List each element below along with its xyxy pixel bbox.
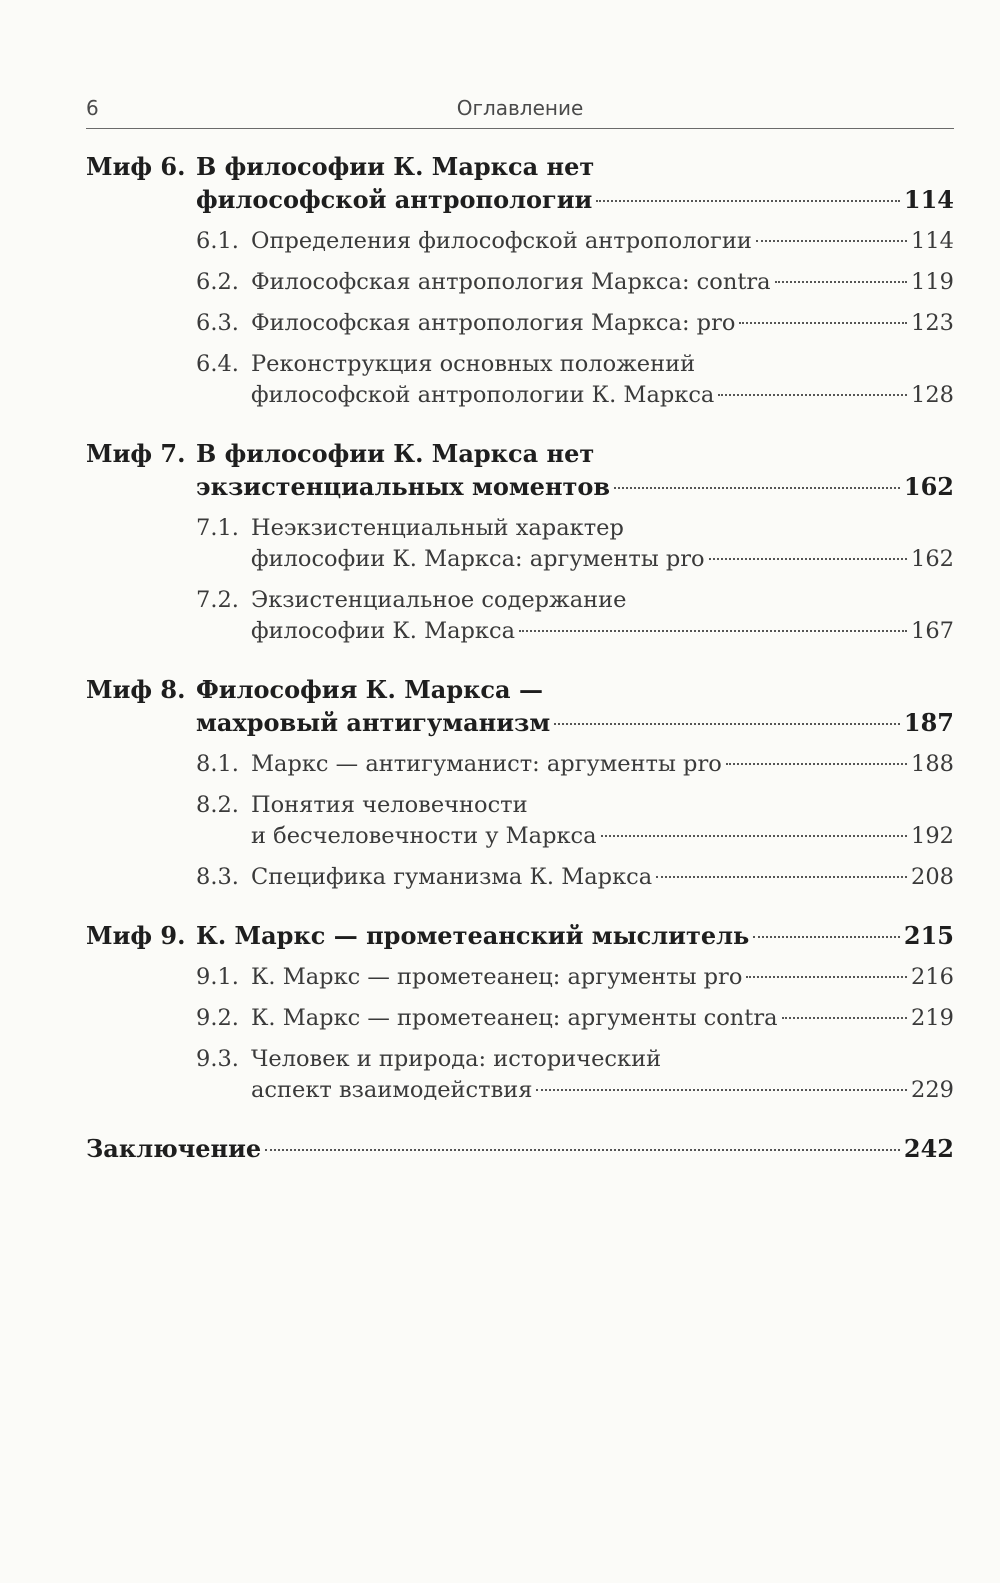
myth-label: Миф 9.	[86, 921, 186, 950]
subsection-number: 6.1.	[196, 228, 239, 254]
subsection-number: 9.3.	[196, 1046, 239, 1072]
entry-text: махровый антигуманизм	[196, 708, 551, 737]
toc-entry-subsection[interactable]	[86, 585, 954, 647]
entry-text: Философская антропология Маркса: contra	[251, 269, 771, 295]
subsection-number: 8.1.	[196, 751, 239, 777]
myth-label: Миф 8.	[86, 675, 186, 704]
entry-page: 128	[911, 382, 954, 408]
subsection-title	[251, 308, 954, 339]
entry-page: 119	[911, 269, 954, 295]
entry-page: 208	[911, 864, 954, 890]
entry-text: философской антропологии К. Маркса	[251, 382, 715, 408]
entry-page: 123	[911, 310, 954, 336]
entry-text: Экзистенциальное содержание	[251, 587, 627, 613]
toc-entry-subsection[interactable]	[86, 962, 954, 993]
entry-line-final	[196, 470, 954, 503]
running-head-title: Оглавление	[456, 96, 584, 120]
subsection-title	[251, 349, 954, 411]
entry-text: Маркс — антигуманист: аргументы pro	[251, 751, 722, 777]
entry-text: Реконструкция основных положений	[251, 351, 696, 377]
entry-line	[251, 513, 954, 544]
entry-page: 219	[911, 1005, 954, 1031]
entry-text: В философии К. Маркса нет	[196, 152, 595, 181]
entry-text: Специфика гуманизма К. Маркса	[251, 864, 653, 890]
entry-text: Философская антропология Маркса: pro	[251, 310, 736, 336]
toc-entry-subsection[interactable]	[86, 790, 954, 852]
entry-page: 216	[911, 964, 954, 990]
entry-line-final	[251, 226, 954, 257]
entry-line	[251, 349, 954, 380]
dot-leader	[709, 558, 907, 560]
entry-line-final	[251, 962, 954, 993]
entry-line	[251, 585, 954, 616]
subsection-list	[86, 226, 954, 411]
entry-text: экзистенциальных моментов	[196, 472, 611, 501]
entry-line	[251, 790, 954, 821]
subsection-number: 6.4.	[196, 351, 239, 377]
subsection-title	[251, 585, 954, 647]
toc-entry-subsection[interactable]	[86, 749, 954, 780]
dot-leader	[782, 1017, 908, 1019]
dot-leader	[265, 1149, 900, 1151]
myth-title	[196, 150, 954, 216]
entry-line-final	[251, 749, 954, 780]
entry-line-final	[251, 1003, 954, 1034]
entry-text: К. Маркс — прометеанец: аргументы contra	[251, 1005, 778, 1031]
subsection-number: 9.1.	[196, 964, 239, 990]
toc-section-myth	[86, 673, 954, 893]
toc-entry-subsection[interactable]	[86, 862, 954, 893]
toc-entry-myth[interactable]	[86, 673, 954, 739]
entry-line-final	[196, 183, 954, 216]
entry-line	[196, 673, 954, 706]
dot-leader	[656, 876, 907, 878]
subsection-number: 8.2.	[196, 792, 239, 818]
myth-title	[196, 673, 954, 739]
subsection-number: 7.1.	[196, 515, 239, 541]
entry-line	[196, 437, 954, 470]
entry-title: Заключение	[86, 1134, 262, 1163]
subsection-title	[251, 1044, 954, 1106]
subsection-title	[251, 962, 954, 993]
entry-line-final	[196, 706, 954, 739]
myth-label: Миф 6.	[86, 152, 186, 181]
toc-entry-subsection[interactable]	[86, 267, 954, 298]
toc-section-myth	[86, 919, 954, 1106]
dot-leader	[775, 281, 908, 283]
running-head	[86, 92, 954, 129]
myth-title	[196, 437, 954, 503]
subsection-title	[251, 226, 954, 257]
toc-entry-subsection[interactable]	[86, 513, 954, 575]
entry-line-final	[251, 308, 954, 339]
toc-entry-myth[interactable]	[86, 150, 954, 216]
toc-section-myth	[86, 150, 954, 411]
toc-section-myth	[86, 437, 954, 647]
subsection-number: 7.2.	[196, 587, 239, 613]
entry-text: К. Маркс — прометеанец: аргументы pro	[251, 964, 743, 990]
entry-line-final	[251, 616, 954, 647]
subsection-title	[251, 862, 954, 893]
entry-line-final	[251, 267, 954, 298]
subsection-list	[86, 513, 954, 647]
entry-page: 167	[911, 618, 954, 644]
subsection-number: 8.3.	[196, 864, 239, 890]
dot-leader	[519, 630, 907, 632]
toc-entry-subsection[interactable]	[86, 226, 954, 257]
toc-entry-subsection[interactable]	[86, 308, 954, 339]
entry-page: 229	[911, 1077, 954, 1103]
entry-text: философской антропологии	[196, 185, 593, 214]
dot-leader	[753, 936, 900, 938]
entry-text: Понятия человечности	[251, 792, 528, 818]
entry-text: Неэкзистенциальный характер	[251, 515, 624, 541]
table-of-contents	[86, 150, 954, 1165]
subsection-title	[251, 513, 954, 575]
entry-page: 187	[903, 708, 954, 737]
entry-line-final	[251, 821, 954, 852]
entry-page: 215	[903, 921, 954, 950]
subsection-title	[251, 1003, 954, 1034]
entry-line	[251, 1044, 954, 1075]
dot-leader	[756, 240, 907, 242]
myth-title	[196, 919, 954, 952]
entry-line	[196, 150, 954, 183]
toc-entry-subsection[interactable]	[86, 349, 954, 411]
entry-page: 162	[903, 472, 954, 501]
entry-text: философии К. Маркса: аргументы pro	[251, 546, 705, 572]
entry-text: Определения философской антропологии	[251, 228, 752, 254]
dot-leader	[614, 487, 900, 489]
dot-leader	[726, 763, 907, 765]
entry-text: философии К. Маркса	[251, 618, 516, 644]
subsection-number: 6.3.	[196, 310, 239, 336]
dot-leader	[596, 200, 900, 202]
entry-page: 162	[911, 546, 954, 572]
subsection-number: 6.2.	[196, 269, 239, 295]
dot-leader	[718, 394, 907, 396]
entry-text: В философии К. Маркса нет	[196, 439, 595, 468]
entry-text: и бесчеловечности у Маркса	[251, 823, 597, 849]
page-number: 6	[86, 96, 99, 120]
toc-entry-conclusion[interactable]	[86, 1132, 954, 1165]
entry-text: аспект взаимодействия	[251, 1077, 533, 1103]
subsection-number: 9.2.	[196, 1005, 239, 1031]
entry-page: 114	[903, 185, 954, 214]
dot-leader	[601, 835, 907, 837]
toc-entry-myth[interactable]	[86, 919, 954, 952]
entry-page: 114	[911, 228, 954, 254]
entry-page: 242	[903, 1134, 954, 1163]
subsection-list	[86, 962, 954, 1106]
subsection-list	[86, 749, 954, 893]
dot-leader	[536, 1089, 907, 1091]
toc-entry-subsection[interactable]	[86, 1003, 954, 1034]
entry-line-final	[251, 1075, 954, 1106]
toc-entry-subsection[interactable]	[86, 1044, 954, 1106]
myth-label: Миф 7.	[86, 439, 186, 468]
entry-line-final	[251, 544, 954, 575]
entry-text: Человек и природа: исторический	[251, 1046, 662, 1072]
entry-line-final	[251, 380, 954, 411]
entry-text: Философия К. Маркса —	[196, 675, 543, 704]
dot-leader	[746, 976, 907, 978]
subsection-title	[251, 790, 954, 852]
dot-leader	[739, 322, 907, 324]
subsection-title	[251, 749, 954, 780]
entry-line-final	[196, 919, 954, 952]
subsection-title	[251, 267, 954, 298]
entry-page: 192	[911, 823, 954, 849]
toc-entry-myth[interactable]	[86, 437, 954, 503]
entry-line-final	[251, 862, 954, 893]
dot-leader	[554, 723, 900, 725]
entry-text: К. Маркс — прометеанский мыслитель	[196, 921, 750, 950]
entry-page: 188	[911, 751, 954, 777]
